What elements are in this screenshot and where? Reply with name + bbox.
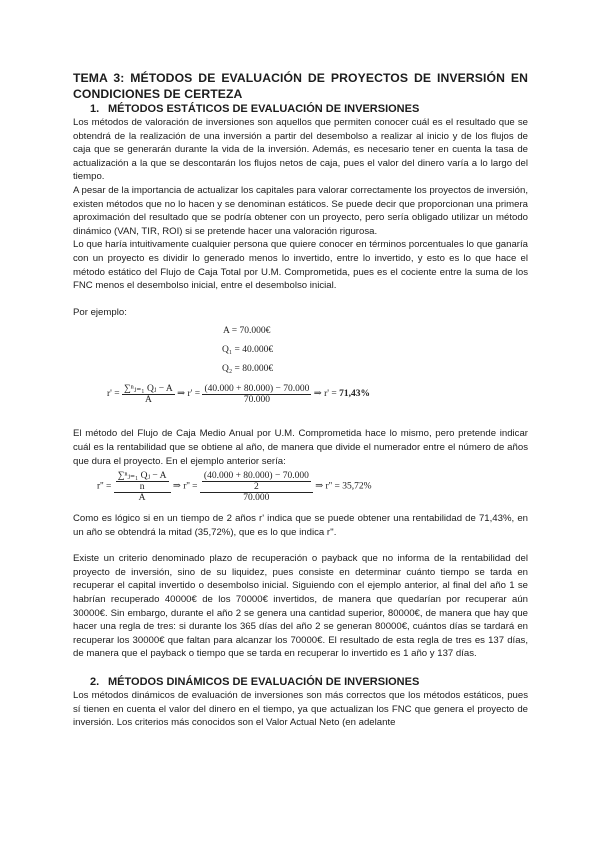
formula2-arrow-2: ⇒ r'' = (315, 481, 340, 492)
paragraph-5: Como es lógico si en un tiempo de 2 años r' indica que se puede obtener una rentabilidad de 71,43%, en un año se obtendrá la mitad (35,72%), que es lo que indica r''. (73, 513, 528, 538)
formula-arrow-2: ⇒ r' = (313, 389, 337, 400)
section-2-number: 2. (90, 676, 100, 689)
formula2-denominator-numeric: 70.000 (243, 492, 270, 503)
section-1-title: MÉTODOS ESTÁTICOS DE EVALUACIÓN DE INVERSIONES (108, 103, 420, 115)
formula-q2-value: Q₂ = 80.000€ (222, 364, 274, 375)
formula2-numerator-numeric-top: (40.000 + 80.000) − 70.000 (203, 470, 309, 481)
formula-arrow: ⇒ r' = (177, 389, 201, 400)
page-content (73, 70, 528, 730)
formula2-denominator: A (138, 493, 146, 504)
formula-fraction (122, 383, 175, 405)
formula2-fraction (114, 470, 171, 503)
paragraph-6: Existe un criterio denominado plazo de recuperación o payback que no informa de la rentabilidad del proyecto de inversión, sino de su liquidez, pues consiste en determinar cuánto tiempo se tarda en recuperar el capital invertido o desembolso inicial. Siguiendo con el ejemplo anterior, al final del año 1 se habrían recuperado 40000€ de los 70000€ invertidos, de manera que quedarían por recuperar aún 30000€. Sin embargo, durante el año 2 se genera una cantidad superior, 80000€, de manera que hay que hacer una regla de tres: si durante los 365 días del año 2 se generan 80000€, cuántos días se tardará en recuperar los 30000€ que faltan para alcanzar los 70000€. El resultado de esta regla de tres es 137 días, de manera que el payback o tiempo que se tarda en recuperar lo invertido es 1 año y 137 días. (73, 553, 528, 660)
paragraph-3: Lo que haría intuitivamente cualquier persona que quiere conocer en términos porcentuales lo que ganaría con un proyecto es dividir lo generado menos lo invertido, entre lo invertido, y esto es lo que hace el método estático del Flujo de Caja Total por U.M. Comprometida, pues es el cociente entre la suma de los FNC menos el desembolso inicial, entre el desembolso inicial. (73, 239, 528, 292)
formula2-arrow: ⇒ r'' = (172, 481, 198, 492)
formula2-numerator-bottom: n (139, 482, 145, 493)
formula-q1-value: Q₁ = 40.000€ (222, 345, 274, 356)
section-2-heading (73, 675, 528, 689)
formula2-result: 35,72% (342, 481, 372, 492)
formula-numerator: ∑ⁿⱼ₌₁ Qⱼ − A (123, 384, 173, 395)
paragraph-2: A pesar de la importancia de actualizar los capitales para valorar correctamente los proyectos de inversión, existen métodos que no lo hacen y se denominan estáticos. Se puede decir que proporcionan una primera aproximación del resultado que se podría obtener con un proyecto, pero sería obligado utilizar un método dinámico (VAN, TIR, ROI) si se pretende hacer una valoración rigurosa. (73, 184, 528, 237)
paragraph-4: El método del Flujo de Caja Medio Anual por U.M. Comprometida hace lo mismo, pero pretende indicar cuál es la rentabilidad que se obtiene al año, de manera que divide el numerador entre el número de años que dura el proyecto. En el ejemplo anterior sería: (73, 428, 528, 467)
formula2-numerator-numeric (200, 471, 313, 493)
section-1-heading (73, 102, 528, 116)
formula-lhs: r' = (107, 389, 120, 400)
formula-fraction-numeric (202, 384, 311, 405)
example-label: Por ejemplo: (73, 306, 127, 318)
formula2-fraction-numeric (200, 471, 313, 503)
formula-denominator: A (144, 395, 152, 406)
paragraph-1: Los métodos de valoración de inversiones son aquellos que permiten conocer cuál es el resultado que se obtendrá de la realización de una inversión a partir del desembolso a realizar al inicio y de los flujos de caja que se generarán durante la vida de la inversión. Además, es necesario tener en cuenta la tasa de actualización a la que se descontarán los flujos netos de caja, pues el valor del dinero varía a lo largo del tiempo. (73, 117, 528, 183)
formula-r-prime (73, 319, 528, 427)
formula-numerator-numeric: (40.000 + 80.000) − 70.000 (204, 383, 310, 394)
formula2-numerator (114, 470, 171, 493)
formula-r-double-prime (73, 468, 528, 512)
section-2-title: MÉTODOS DINÁMICOS DE EVALUACIÓN DE INVERSIONES (108, 676, 420, 689)
formula-result: 71,43% (339, 389, 370, 400)
section-1-number: 1. (90, 103, 100, 115)
formula2-lhs: r'' = (97, 481, 112, 492)
formula2-numerator-numeric-bottom: 2 (253, 481, 259, 492)
formula-a-value: A = 70.000€ (223, 326, 271, 337)
formula2-numerator-top: ∑ⁿⱼ₌₁ Qⱼ − A (117, 471, 167, 482)
formula-denominator-numeric: 70.000 (243, 394, 270, 405)
paragraph-7: Los métodos dinámicos de evaluación de inversiones son más correctos que los métodos estáticos, pues sí tienen en cuenta el valor del dinero en el tiempo, ya que actualizan los FNC que genera el proyecto de inversión. Los criterios más conocidos son el Valor Actual Neto (en adelante (73, 690, 528, 729)
document-title: TEMA 3: MÉTODOS DE EVALUACIÓN DE PROYECTOS DE INVERSIÓN EN CONDICIONES DE CERTEZA (73, 71, 528, 101)
